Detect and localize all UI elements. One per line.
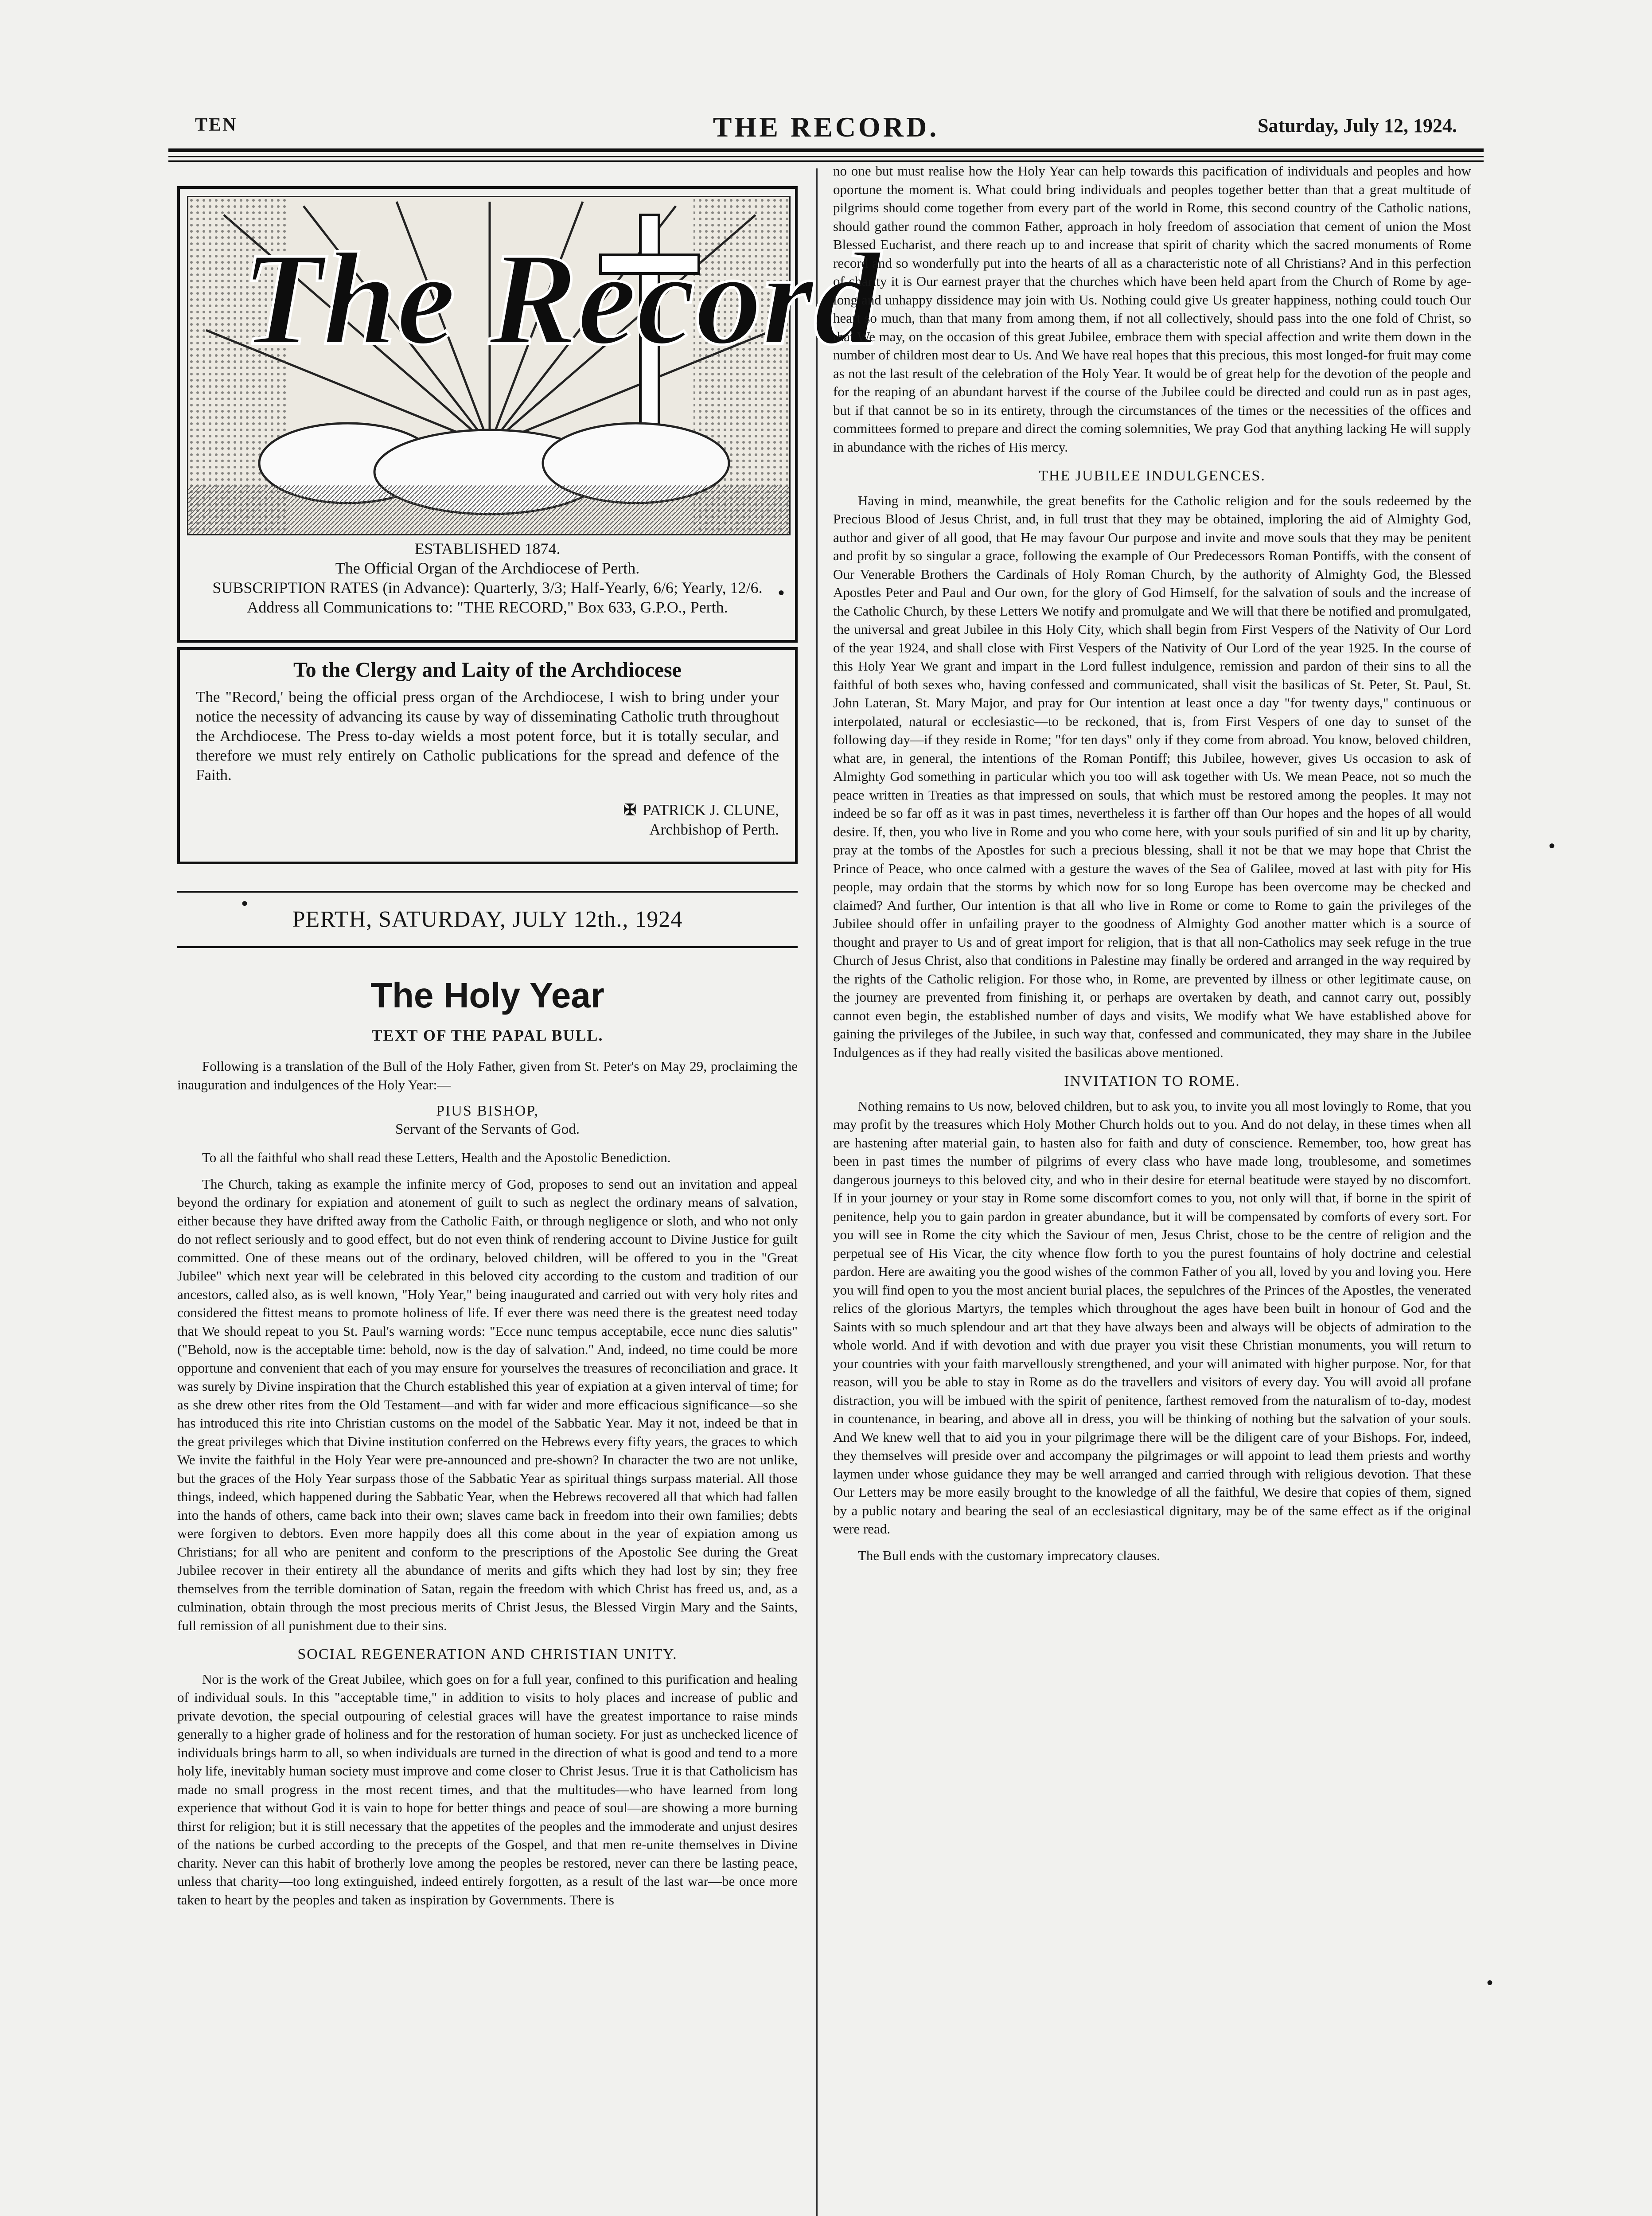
article-body-left	[177, 1057, 798, 1917]
bullet-mark: •	[778, 583, 784, 603]
dateline-rule	[177, 946, 798, 948]
article-subheadline: TEXT OF THE PAPAL BULL.	[371, 1026, 604, 1044]
cross-icon: ✠	[623, 801, 637, 819]
masthead-logo	[187, 196, 881, 535]
paper-title: THE RECORD.	[713, 111, 939, 143]
servant-line: Servant of the Servants of God.	[395, 1121, 580, 1137]
article-paragraph: The Church, taking as example the infinite mercy of God, proposes to send out an invitation and appeal beyond the ordinary for expiation and atonement of guilt to such as neglect the ordinary means of salvation, either because they have drifted away from the Catholic Faith, or through negligence or sloth, and who not only do not reflect seriously and to good effect, but do not even think of rendering account to Divine Justice for guilt committed. One of these means out of the ordinary, beloved children, will be offered to you in the "Great Jubilee" which next year will be celebrated in this beloved city according to the custom and tradition of our ancestors, called also, as is well known, "Holy Year," being inaugurated and carried out with very holy rites and considered the fittest means to promote holiness of life. If ever there was need there is the greatest need today that We should repeat to you St. Paul's warning words: "Ecce nunc tempus acceptabile, ecce nunc dies salutis" ("Behold, now is the acceptable time: behold, now is the day of salvation." And, indeed, no time could be more opportune and convenient that each of you may ensure for yourselves the treasures of reconciliation and grace. It was surely by Divine inspiration that the Church established this year of expiation at a given interval of time; for as she drew other rites from the Old Testament—and with far wider and more efficacious significance—so she has introduced this rite into Christian customs on the model of the Sabbatic Year. May it not, indeed be that in the great privileges which that Divine institution conferred on the Hebrews every fifty years, the graces to which We invite the faithful in the Holy Year were pre-announced and pre-shown? In character the two are not unlike, but the graces of the Holy Year surpass those of the Sabbatic Year as spiritual things surpass material. All those things, indeed, which happened during the Sabbatic Year, when the Hebrews recovered all that which had fallen into the hands of others, came back into their own; slaves came back in freedom into their own families; debts were forgiven to debtors. Even more happily does all this come about in the year of expiation among us Christians; for all who are penitent and conform to the prescriptions of the Apostolic See during the Great Jubilee recover in their entirety all the abundance of merits and gifts which they had lost by sin; they free themselves from the terrible domination of Satan, regain the freedom with which Christ has freed us, and, as a culmination, obtain through the most precious merits of Christ Jesus, the Blessed Virgin Mary and the Saints, full remission of all punishment due to their sins.	[177, 1176, 798, 1633]
header-rule	[168, 148, 1484, 152]
clergy-notice-signature	[623, 800, 779, 839]
page-header	[168, 111, 1484, 151]
official-organ-line: The Official Organ of the Archdiocese of Perth.	[335, 559, 640, 577]
address-line: Address all Communications to: "THE RECORD," Box 633, G.P.O., Perth.	[247, 598, 728, 616]
page-number: TEN	[195, 115, 238, 135]
closing-line: The Bull ends with the customary imprecatory clauses.	[858, 1547, 1160, 1563]
bullet-mark: •	[1549, 836, 1555, 856]
signature-name: PATRICK J. CLUNE,	[643, 801, 779, 819]
bishop-line: PIUS BISHOP,	[436, 1103, 539, 1119]
article-paragraph: Having in mind, meanwhile, the great benefits for the Catholic religion and for the souls redeemed by the Precious Blood of Jesus Christ, and, in full trust that they may be obtained, imploring the aid of Almighty God, author and giver of all good, that He may favour Our purpose and invite and move souls that they may be penitent and profit by so singular a grace, following the example of Our Predecessors Roman Pontiffs, with the consent of Our Venerable Brothers the Cardinals of Holy Roman Church, by the authority of Almighty God, the Blessed Apostles Peter and Paul and Our own, for the glory of God Himself, for the salvation of souls and the increase of the Catholic Church, by these Letters We notify and promulgate and We will that there be notified and promulgated, the universal and great Jubilee in this Holy City, which shall begin from First Vespers of the Nativity of Our Lord of the year 1924, and shall close with First Vespers of the Nativity of Our Lord of the year 1925. In the course of this Holy Year We grant and impart in the Lord fullest indulgence, remission and pardon of their sins to all the faithful of both sexes who, having confessed and communicated, shall visit the basilicas of St. Peter, St. Paul, St. John Lateran, St. Mary Major, and pray for Our intention at least once a day "for twenty days," continuous or interpolated, natural or ecclesiastic—to be reckoned, that is, from First Vespers of one day to sunset of the following day—if they reside in Rome; "for ten days" only if they come from abroad. You know, beloved children, what are, in general, the intentions of the Roman Pontiff; this Jubilee, however, gives Us occasion to ask of Almighty God something in particular which you too will ask together with Us. We mean Peace, not so much the peace written in Treaties as that impressed on souls, that which must be restored among the peoples. It may not indeed be so far off as it was in past times, nevertheless it is farther off than Our hopes and the hopes of all would desire. If, then, you who live in Rome and you who come here, with your souls purified of sin and lit up by charity, pray at the tombs of the Apostles for such a precious blessing, shall it not be that we may hope that Christ the Prince of Peace, who once calmed with a gesture the waves of the Sea of Galilee, moved at last with pity for His people, may ordain that the storms by which now for so long Europe has been overcome may be checked and claimed? And further, Our intention is that all who live in Rome or come to Rome to gain the privileges of the Jubilee should offer in unfailing prayer to the goodness of Almighty God another matter which is a source of thought and prayer to Us and of great import for religion, that is that all non-Catholics may seek refuge in the true Church of Jesus Christ, also that conditions in Palestine may finally be ordered and arranged in the way required by the rights of the Catholic religion. For those who, in Rome, are prevented by illness or other legitimate cause, on the journey are prevented from finishing it, or perhaps are overtaken by death, and cannot carry out, possibly cannot even begin, the established number of days and visits, We modify what We have established above for gaining the privileges of the Jubilee, in such way that, confessed and communicated, they may share in the Jubilee Indulgences as if they had really visited the basilicas above mentioned.	[833, 492, 1471, 1060]
clergy-notice-heading: To the Clergy and Laity of the Archdiocese	[293, 658, 682, 682]
article-intro: Following is a translation of the Bull of the Holy Father, given from St. Peter's on May 29, proclaiming the inauguration and indulgences of the Holy Year:—	[177, 1058, 798, 1092]
section-heading: INVITATION TO ROME.	[1064, 1073, 1240, 1089]
greeting-paragraph: To all the faithful who shall read these Letters, Health and the Apostolic Benediction.	[202, 1150, 671, 1165]
section-heading: THE JUBILEE INDULGENCES.	[1039, 468, 1266, 484]
article-paragraph: Nor is the work of the Great Jubilee, which goes on for a full year, confined to this purification and healing of individual souls. In this "acceptable time," in addition to visits to holy places and increase of public and private devotion, the special outpouring of celestial graces will have the greatest importance to raise minds generally to a higher grade of holiness and for the restoration of human society. For just as unchecked licence of individuals brings harm to all, so when individuals are turned in the direction of what is good and tend to a more holy life, inevitably human society must improve and come closer to Christ Jesus. True it is that Catholicism has made no small progress in the most recent times, and that the multitudes—who have learned from long experience that without God it is vain to hope for better things and peace of soul—are showing a more burning thirst for religion; but it is still necessary that the appetites of the peoples and the immoderate and unjust desires of the nations be curbed according to the precepts of the Gospel, and that men re-unite themselves in Divine charity. Never can this habit of brotherly love among the peoples be restored, never can there be lasting peace, unless that charity—too long extinguished, indeed entirely forgotten, as a result of the last war—be once more taken to heart by the peoples and taken as inspiration by Governments. There is	[177, 1671, 798, 1908]
signature-title: Archbishop of Perth.	[649, 821, 779, 838]
masthead-logo-text: The Record	[242, 225, 881, 372]
bullet-mark: •	[242, 893, 248, 913]
column-divider	[816, 168, 818, 2216]
article-headline: The Holy Year	[370, 975, 604, 1015]
dateline-rule	[177, 891, 798, 893]
article-body-right	[833, 162, 1471, 1572]
bullet-mark: •	[1487, 1973, 1493, 1993]
masthead-box	[177, 186, 881, 643]
section-heading: SOCIAL REGENERATION AND CHRISTIAN UNITY.	[297, 1646, 678, 1662]
header-rule	[168, 156, 1484, 157]
article-paragraph: no one but must realise how the Holy Year can help towards this pacification of individuals and peoples and how oportune the moment is. What could bring individuals and peoples together better than that a great multitude of pilgrims should come together from every part of the world in Rome, this second country of the Catholic nations, should gather round the common Father, approach in holy freedom of association that cement of union the Most Blessed Eucharist, and there reach up to and increase that spirit of charity which the sacred monuments of Rome record and so wonderfully put into the hearts of all as a characteristic note of all Christians? And in this perfection of charity it is Our earnest prayer that the churches which have been held apart from the Church of Rome by age-long and unhappy dissidence may join with Us. Nothing could give Us greater happiness, nothing could touch Our heart so much, than that many from among them, if not all collectively, should pass into the one fold of Christ, so that We may, on the occasion of this great Jubilee, embrace them with special affection and write them down in the number of children most dear to Us. And We have real hopes that this precious, this most longed-for fruit may come as not the last result of the celebration of the Holy Year. It would be of great help for the devotion of the people and for the reaping of an abundant harvest if the course of the Jubilee could be directed and could run as in past ages, but if that cannot be so in its entirety, through the circumstances of the times or the necessities of the offices and committees formed to prepare and direct the coming solemnities, We pray God that anything lacking He will supply in abundance with the riches of His mercy.	[833, 163, 1471, 455]
clergy-notice-box	[177, 647, 798, 864]
issue-date: Saturday, July 12, 1924.	[1258, 115, 1457, 137]
dateline: PERTH, SATURDAY, JULY 12th., 1924	[292, 907, 683, 932]
clergy-notice-text: The "Record,' being the official press organ of the Archdiocese, I wish to bring under your notice the necessity of advancing its cause by way of disseminating Catholic truth throughout the Archdiocese. The Press to-day wields a most potent force, but it is totally secular, and therefore we must rely entirely on Catholic publications for the spread and defence of the Faith.	[196, 688, 779, 784]
subscription-rates: SUBSCRIPTION RATES (in Advance): Quarterly, 3/3; Half-Yearly, 6/6; Yearly, 12/6.	[212, 579, 763, 597]
masthead-illustration	[188, 197, 881, 534]
established-line: ESTABLISHED 1874.	[414, 540, 561, 558]
masthead-info	[189, 539, 786, 617]
article-paragraph: Nothing remains to Us now, beloved children, but to ask you, to invite you all most lovingly to Rome, that you may profit by the treasures which Holy Mother Church holds out to you. And do not delay, in these times when all are hastening after material gain, to hasten also for faith and duty of conscience. Remember, too, how great has been in past times the number of pilgrims of every class who have made long, troublesome, and sometimes dangerous journeys to this beloved city, and who in their desire for eternal beatitude were stayed by no discomfort. If in your journey or your stay in Rome some discomfort comes to you, not only will that, if borne in the spirit of penitence, help you to gain pardon in greater abundance, but it will be compensated by comforts of every sort. For you will see in Rome the city which the Saviour of men, Jesus Christ, chose to be the centre of religion and the perpetual see of His Vicar, the city whence flow forth to you the purest fountains of holy doctrine and celestial pardon. Here are awaiting you the good wishes of the common Father of you all, loved by you and loving you. Here you will find open to you the most ancient burial places, the sepulchres of the Princes of the Apostles, the venerated relics of the glorious Martyrs, the temples which throughout the ages have been built in honour of God and the Saints with so much splendour and art that they have always been and always will be objects of admiration to the whole world. And if with devotion and with due prayer you visit these Christian monuments, you will return to your countries with your faith marvellously strengthened, and your will animated with higher purpose. Nor, for that reason, will you be able to stay in Rome as do the travellers and visitors of every day. You will avoid all profane distraction, you will be imbued with the spirit of penitence, farthest removed from the naturalism of to-day, modest in countenance, in bearing, and above all in dress, you will be thinking of nothing but the salvation of your souls. And We knew well that to aid you in your pilgrimage there will be the diligent care of your Bishops. For, indeed, they themselves will preside over and accompany the pilgrimages or will appoint to lead them priests and worthy laymen under whose guidance they may be well arranged and carried through with religious devotion. That these Our Letters may be more easily brought to the knowledge of all the faithful, We desire that copies of them, signed by a public notary and bearing the seal of an ecclesiastical dignitary, may be of the same effect as if the original were read.	[833, 1098, 1471, 1537]
